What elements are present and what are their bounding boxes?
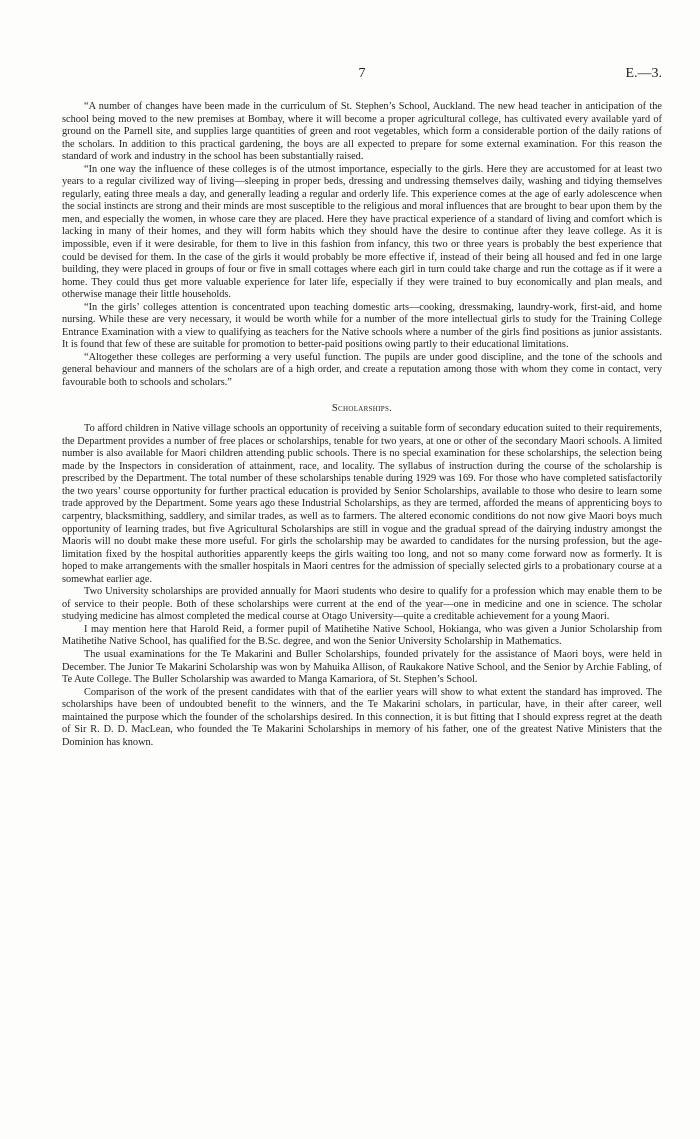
quoted-paragraph: “In the girls’ colleges attention is concentrated upon teaching domestic arts—cooking, dressmaking, laundry-work, first-aid, and home nursing. While these are very necessary, it would be worth while for a number of the more intellectual girls to study for the Training College Entrance Examination with a view to qualifying as teachers for the Native schools where a number of the girls find positions as junior assistants. It is found that few of these are suitable for promotion to better-paid positions owing partly to their educational limitations. [62, 301, 662, 351]
quoted-paragraph: “In one way the influence of these colleges is of the utmost importance, especially to the girls. Here they are accustomed for at least two years to a regular civilized way of living—sleeping in proper beds, dressing and undressing themselves daily, washing and tidying themselves regularly, eating three meals a day, and generally leading a regular and orderly life. This experience comes at the age of early adolescence when the social instincts are strong and their minds are most susceptible to the religious and moral influences that are brought to bear upon them by the men, and especially the women, in whose care they are placed. Here they have practical experience of a standard of living and comfort which is lacking in many of their homes, and they will form habits which they should have the desire to continue after they leave college. As it is impossible, even if it were desirable, for them to live in this fashion from infancy, this two or three years is probably the best experience that could be devised for them. In the case of the girls it would probably be more effective if, instead of their being all housed and fed in one large building, they were placed in groups of four or five in small cottages where each girl in turn could take charge and run the cottage as if it were a home. They could thus get more valuable experience for later life, especially if they were trained to buy economically and plan meals, and otherwise manage their little households. [62, 163, 662, 301]
quoted-paragraph: “A number of changes have been made in the curriculum of St. Stephen’s School, Auckland. The new head teacher in anticipation of the school being moved to the new premises at Bombay, where it will become a proper agricultural college, has cultivated every available yard of ground on the Parnell site, and supplies large quantities of green and root vegetables, which form a considerable portion of the daily rations of the scholars. In addition to this practical gardening, the boys are all expected to prepare for some external examination. For this reason the standard of work and industry in the school has been substantially raised. [62, 101, 662, 163]
page-body [62, 101, 662, 749]
section-heading: Scholarships. [331, 402, 393, 414]
quoted-paragraph: “Altogether these colleges are performing a very useful function. The pupils are under good discipline, and the tone of the schools and general behaviour and manners of the scholars are of a high order, and create a reputation among those with whom they come in contact, very favourable both to schools and scholars.” [62, 351, 662, 389]
body-paragraph: The usual examinations for the Te Makarini and Buller Scholarships, founded privately for the assistance of Maori boys, were held in December. The Junior Te Makarini Scholarship was won by Mahuika Allison, of Raukakore Native School, and the Senior by Archie Fabling, of Te Aute College. The Buller Scholarship was awarded to Manga Kamariora, of St. Stephen’s School. [62, 648, 662, 686]
body-paragraph: Two University scholarships are provided annually for Maori students who desire to qualify for a profession which may enable them to be of service to their people. Both of these scholarships were current at the end of the year—one in medicine and one in science. The scholar studying medicine has almost completed the medical course at Otago University—quite a creditable achievement for a young Maori. [62, 586, 662, 623]
body-paragraph: To afford children in Native village schools an opportunity of receiving a suitable form of secondary education suited to their requirements, the Department provides a number of free places or scholarships, tenable for two years, at one or other of the secondary Maori schools. A limited number is also available for Maori children attending public schools. There is no special examination for these scholarships, the selection being made by the Inspectors in consideration of attainment, race, and locality. The syllabus of instruction during the course of the scholarship is prescribed by the Department. The total number of these scholarships tenable during 1929 was 169. For those who have completed satisfactorily the two years’ course opportunity for further practical education is provided by Senior Scholarships, available to those who desire to learn some trade approved by the Department. Some years ago these Industrial Scholarships, as they are termed, afforded the means of apprenticing boys to carpentry, blacksmithing, saddlery, and similar trades, as well as to farmers. The altered economic conditions do not now give Maori boys much opportunity of learning trades, but five Agricultural Scholarships are still in vogue and the gradual spread of the dairying industry amongst the Maoris will no doubt make these more useful. For girls the scholarship may be awarded to candidates for the nursing profession, but the age-limitation fixed by the hospital authorities apparently keeps the girls waiting too long, and not so many come forward now as formerly. It is hoped to make arrangements with the smaller hospitals in Maori centres for the admission of specially selected girls to a probationary course at a somewhat earlier age. [62, 423, 662, 585]
document-reference: E.—3. [625, 66, 662, 81]
page-header [62, 66, 662, 86]
page-number: 7 [358, 66, 366, 81]
body-paragraph: Comparison of the work of the present candidates with that of the earlier years will show to what extent the standard has improved. The scholarships have been of undoubted benefit to the winners, and the Te Makarini scholars, in particular, have, in their after career, well maintained the purpose which the founder of the scholarships desired. In this connection, it is but fitting that I should express regret at the death of Sir R. D. D. MacLean, who founded the Te Makarini Scholarships in memory of his father, one of the greatest Native Ministers that the Dominion has known. [62, 686, 662, 748]
body-paragraph: I may mention here that Harold Reid, a former pupil of Matihetihe Native School, Hokianga, who was given a Junior Scholarship from Matihetihe Native School, has qualified for the B.Sc. degree, and won the Senior University Scholarship in Mathematics. [62, 623, 662, 648]
